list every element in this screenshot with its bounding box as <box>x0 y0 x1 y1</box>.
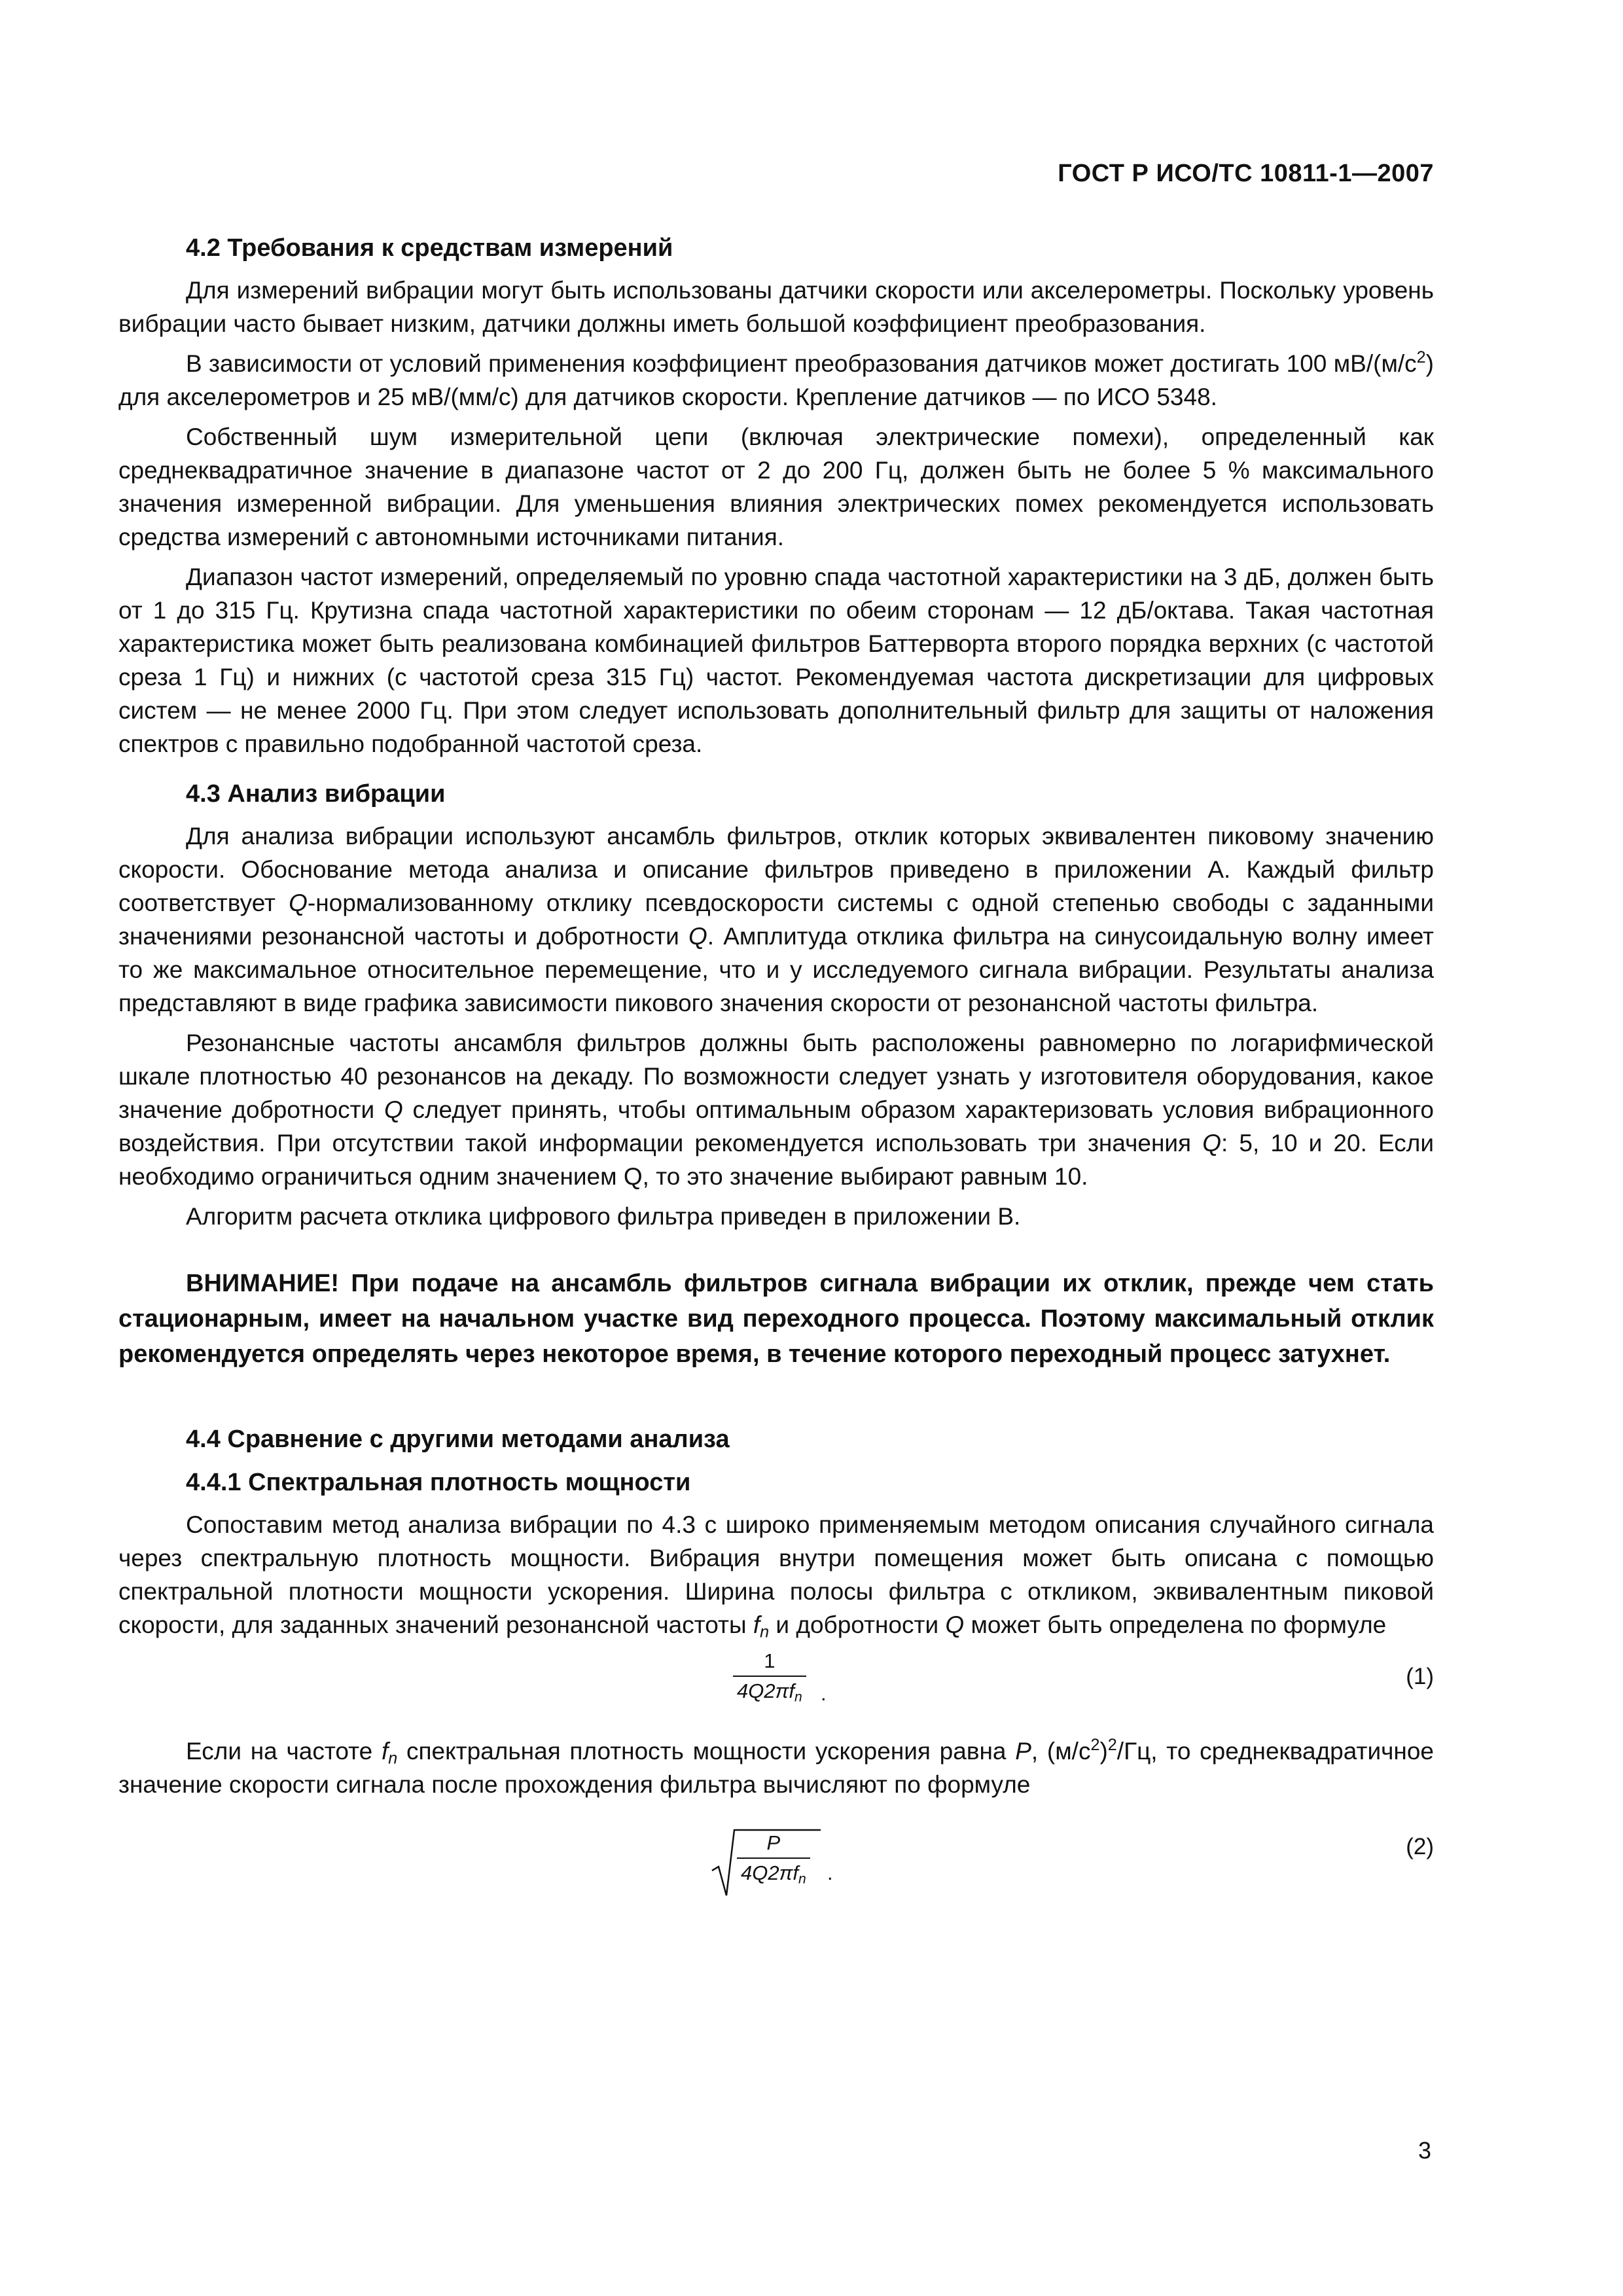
section-4-3-paragraph-1 <box>118 819 1434 1020</box>
section-4-4-1-paragraph-1 <box>118 1508 1434 1641</box>
variable-q: Q <box>289 889 308 916</box>
variable-p: P <box>1015 1738 1031 1765</box>
document-code-header: ГОСТ Р ИСО/ТС 10811-1—2007 <box>1058 160 1434 187</box>
text-run: . Амплитуда отклика фильтра на синусоидальную волну имеет то же максимальное относительное перемещение, что и у исследуемого сигнала вибрации. Результаты анализа представляют в виде графика зависимости пикового значения скорости от резонансной частоты фильтра. <box>118 923 1434 1016</box>
variable-f: f <box>381 1738 389 1765</box>
variable-q: Q <box>688 923 707 950</box>
section-4-4-1-paragraph-2 <box>118 1734 1434 1801</box>
formula-2 <box>118 1827 1434 1906</box>
subscript-n: n <box>794 1689 802 1705</box>
text-run: -нормализованному отклику псевдоскорости системы с одной степенью свободы с заданными значениями резонансной частоты и добротности <box>118 889 1435 950</box>
text-run: 4Q2πf <box>741 1861 798 1884</box>
formula-1-number: (1) <box>1406 1664 1434 1689</box>
formula-2-root <box>709 1827 906 1899</box>
formula-1-fraction <box>733 1649 806 1703</box>
text-run: В зависимости от условий применения коэффициент преобразования датчиков может достигать 100 мВ/(м/с <box>186 350 1417 377</box>
text-run: может быть определена по формуле <box>964 1611 1387 1638</box>
subscript-n: n <box>388 1749 398 1768</box>
formula-2-fraction <box>737 1831 810 1885</box>
formula-1-period: . <box>821 1682 827 1705</box>
superscript: 2 <box>1090 1736 1100 1755</box>
formula-1-denominator <box>733 1676 806 1703</box>
formula-1 <box>118 1649 1434 1721</box>
page-number: 3 <box>1418 2137 1431 2164</box>
text-run: и добротности <box>769 1611 946 1638</box>
section-4-4-1-heading: 4.4.1 Спектральная плотность мощности <box>186 1469 691 1496</box>
text-run: /Гц, то среднеквадратичное значение скорости сигнала после прохождения фильтра вычисляют по формуле <box>118 1738 1434 1798</box>
formula-1-numerator: 1 <box>764 1649 776 1672</box>
subscript-n: n <box>760 1623 770 1641</box>
formula-2-number: (2) <box>1406 1834 1434 1859</box>
warning-note: ВНИМАНИЕ! При подаче на ансамбль фильтров сигнала вибрации их отклик, прежде чем стать стационарным, имеет на начальном участке вид переходного процесса. Поэтому максимальный отклик рекомендуется определять через некоторое время, в течение которого переходный процесс затухнет. <box>118 1270 1434 1368</box>
section-4-2-paragraph-1: Для измерений вибрации могут быть использованы датчики скорости или акселерометры. Поскольку уровень вибрации часто бывает низким, датчики должны иметь большой коэффициент преобразования. <box>118 277 1434 337</box>
text-run: : 5, 10 и 20. Если необходимо ограничиться одним значением Q, то это значение выбирают равным 10. <box>118 1130 1434 1190</box>
variable-q: Q <box>945 1611 965 1638</box>
text-run: следует принять, чтобы оптимальным образом характеризовать условия вибрационного воздействия. При отсутствии такой информации рекомендуется использовать три значения <box>118 1096 1434 1157</box>
variable-q: Q <box>1202 1130 1221 1157</box>
section-4-3-paragraph-2 <box>118 1026 1434 1193</box>
section-4-2-heading: 4.2 Требования к средствам измерений <box>186 234 673 262</box>
text-run: Резонансные частоты ансамбля фильтров должны быть расположены равномерно по логарифмической шкале плотностью 40 резонансов на декаду. По возможности следует узнать у изготовителя оборудования, какое значение добротности <box>118 1030 1434 1123</box>
text-run: Для анализа вибрации используют ансамбль фильтров, отклик которых эквивалентен пиковому значению скорости. Обоснование метода анализа и описание фильтров приведено в приложении А. Каждый фильтр соответствует <box>118 823 1434 916</box>
section-4-2-paragraph-3: Собственный шум измерительной цепи (включая электрические помехи), определенный как среднеквадратичное значение в диапазоне частот от 2 до 200 Гц, должен быть не более 5 % максимального значения измеренной вибрации. Для уменьшения влияния электрических помех рекомендуется использовать средства измерений с автономными источниками питания. <box>118 423 1434 550</box>
text-run: ) <box>1099 1738 1108 1765</box>
superscript: 2 <box>1416 348 1426 367</box>
text-run: Сопоставим метод анализа вибрации по 4.3 с широко применяемым методом описания случайного сигнала через спектральную плотность мощности. Вибрация внутри помещения может быть описана с помощью спектральной плотности мощности ускорения. Ширина полосы фильтра с откликом, эквивалентным пиковой скорости, для заданных значений резонансной частоты <box>118 1511 1434 1638</box>
section-4-3-paragraph-3: Алгоритм расчета отклика цифрового фильтра приведен в приложении В. <box>186 1203 1021 1230</box>
text-run: , (м/с <box>1031 1738 1091 1765</box>
formula-2-period: . <box>827 1861 833 1884</box>
text-run: спектральная плотность мощности ускорения равна <box>397 1738 1016 1765</box>
variable-q: Q <box>383 1096 403 1123</box>
text-run: Если на частоте <box>186 1738 382 1765</box>
variable-f: f <box>753 1611 760 1638</box>
section-4-2-paragraph-4: Диапазон частот измерений, определяемый по уровню спада частотной характеристики на 3 дБ, должен быть от 1 до 315 Гц. Крутизна спада частотной характеристики по обеим сторонам — 12 дБ/октава. Такая частотная характеристика может быть реализована комбинацией фильтров Баттерворта второго порядка верхних (с частотой среза 1 Гц) и нижних (с частотой среза 315 Гц) частот. Рекомендуемая частота дискретизации для цифровых систем — не менее 2000 Гц. При этом следует использовать дополнительный фильтр для защиты от наложения спектров с правильно подобранной частотой среза. <box>118 564 1434 757</box>
subscript-n: n <box>798 1871 806 1887</box>
text-run: 4Q2πf <box>737 1679 794 1702</box>
section-4-3-heading: 4.3 Анализ вибрации <box>186 780 446 808</box>
formula-2-denominator <box>737 1857 810 1885</box>
section-4-4-heading: 4.4 Сравнение с другими методами анализа <box>186 1426 730 1453</box>
formula-2-numerator: P <box>766 1831 781 1854</box>
page-content <box>118 230 1434 1912</box>
section-4-2-paragraph-2 <box>118 347 1434 414</box>
superscript: 2 <box>1107 1736 1117 1755</box>
text-run: ) для акселерометров и 25 мВ/(мм/с) для датчиков скорости. Крепление датчиков — по ИСО 5348. <box>118 350 1434 410</box>
